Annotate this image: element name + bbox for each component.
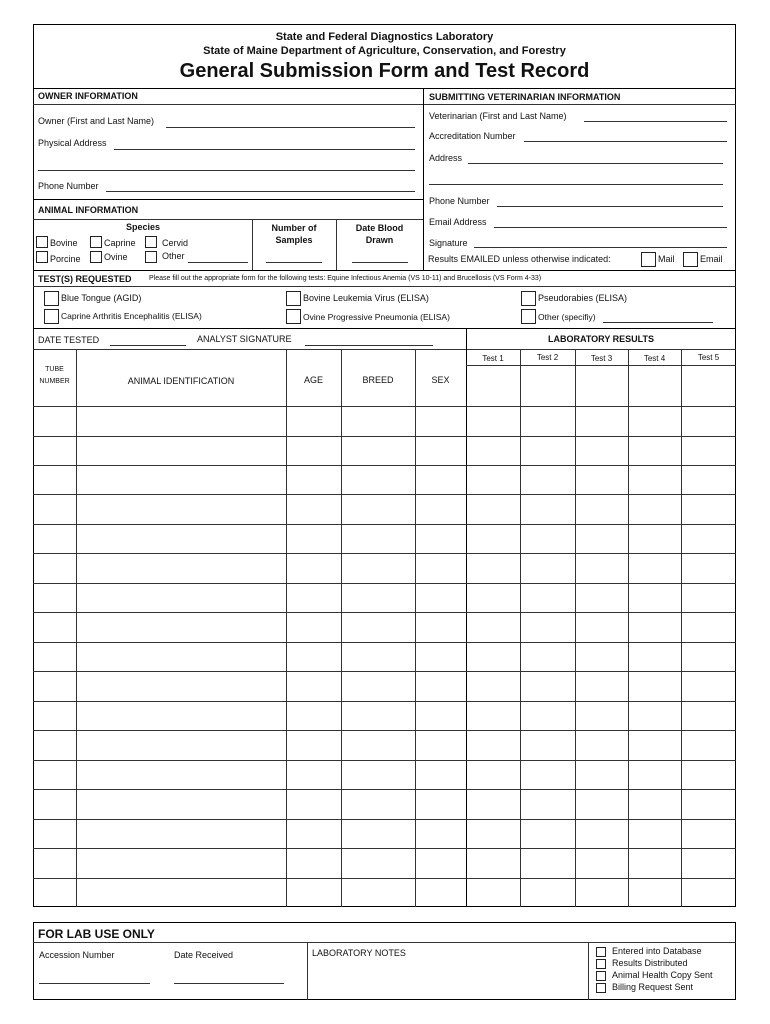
- vet-phone-label: Phone Number: [429, 196, 490, 206]
- divider: [33, 349, 736, 350]
- table-row[interactable]: [33, 583, 736, 584]
- table-row[interactable]: [33, 671, 736, 672]
- date-received-label: Date Received: [174, 950, 234, 960]
- signature-label: Signature: [429, 238, 468, 248]
- divider: [307, 942, 308, 1000]
- table-column-divider: [466, 328, 467, 907]
- porcine-checkbox[interactable]: [36, 251, 48, 263]
- tube-number-label-2: NUMBER: [39, 378, 70, 385]
- ovine-progressive-label: Ovine Progressive Pneumonia (ELISA): [303, 312, 450, 322]
- accession-field[interactable]: [39, 983, 150, 984]
- entered-database-checkbox[interactable]: [596, 947, 606, 957]
- department-name: State of Maine Department of Agriculture, Conservation, and Forestry: [203, 45, 566, 57]
- date-received-field[interactable]: [174, 983, 284, 984]
- caprine-checkbox[interactable]: [90, 236, 102, 248]
- vet-address-label: Address: [429, 153, 463, 163]
- tests-note: Please fill out the appropriate form for the following tests: Equine Infectious Anemia (VS 10-11) and Brucellosis (VS Form 4-33): [149, 275, 542, 282]
- divider: [33, 328, 736, 329]
- cervid-checkbox[interactable]: [145, 236, 157, 248]
- mail-checkbox[interactable]: [641, 252, 656, 267]
- owner-phone-field[interactable]: [106, 191, 415, 192]
- table-row[interactable]: [33, 701, 736, 702]
- porcine-label: Porcine: [50, 254, 81, 264]
- vet-phone-field[interactable]: [497, 206, 723, 207]
- accession-label: Accession Number: [39, 950, 115, 960]
- cervid-label: Cervid: [162, 238, 189, 248]
- animal-health-copy-checkbox[interactable]: [596, 971, 606, 981]
- caprine-label: Caprine: [104, 238, 136, 248]
- other-test-label: Other (specifiy): [538, 312, 596, 322]
- divider: [33, 219, 423, 220]
- other-test-field[interactable]: [603, 322, 713, 323]
- billing-request-checkbox[interactable]: [596, 983, 606, 993]
- email-option-label: Email: [700, 254, 723, 264]
- owner-address-label: Physical Address: [38, 138, 107, 148]
- vet-name-field[interactable]: [584, 121, 727, 122]
- billing-request-label: Billing Request Sent: [612, 982, 694, 992]
- test-4-label: Test 4: [643, 354, 666, 363]
- accreditation-field[interactable]: [524, 141, 727, 142]
- other-test-checkbox[interactable]: [521, 309, 536, 324]
- mail-label: Mail: [658, 254, 675, 264]
- bovine-label: Bovine: [50, 238, 78, 248]
- vet-address-field-2[interactable]: [429, 184, 723, 185]
- divider: [33, 286, 736, 287]
- test-3-label: Test 3: [590, 354, 613, 363]
- vet-email-field[interactable]: [494, 227, 727, 228]
- tube-number-label: TUBE: [45, 366, 64, 373]
- table-row[interactable]: [33, 789, 736, 790]
- pseudorabies-checkbox[interactable]: [521, 291, 536, 306]
- table-row[interactable]: [33, 819, 736, 820]
- divider: [307, 942, 736, 943]
- animal-health-copy-label: Animal Health Copy Sent: [612, 970, 713, 980]
- accreditation-label: Accreditation Number: [429, 131, 516, 141]
- table-column-divider: [76, 349, 77, 907]
- pseudorabies-label: Pseudorabies (ELISA): [538, 293, 628, 303]
- table-row[interactable]: [33, 553, 736, 554]
- analyst-signature-label: ANALYST SIGNATURE: [197, 334, 292, 344]
- signature-field[interactable]: [474, 247, 727, 248]
- lab-notes-label: LABORATORY NOTES: [312, 948, 406, 958]
- bovine-leukemia-checkbox[interactable]: [286, 291, 301, 306]
- table-column-divider: [341, 349, 342, 907]
- divider: [33, 199, 423, 200]
- caprine-arthritis-label: Caprine Arthritis Encephalitis (ELISA): [61, 311, 202, 321]
- num-samples-label: Number of: [271, 223, 317, 233]
- bovine-leukemia-label: Bovine Leukemia Virus (ELISA): [303, 293, 429, 303]
- num-samples-label-2: Samples: [275, 235, 313, 245]
- blue-tongue-checkbox[interactable]: [44, 291, 59, 306]
- table-row[interactable]: [33, 406, 736, 407]
- date-blood-field[interactable]: [352, 262, 408, 263]
- table-column-divider: [628, 349, 629, 907]
- lab-use-heading: FOR LAB USE ONLY: [38, 927, 155, 941]
- divider: [33, 270, 736, 271]
- ovine-checkbox[interactable]: [90, 251, 102, 263]
- caprine-arthritis-checkbox[interactable]: [44, 309, 59, 324]
- owner-name-field[interactable]: [166, 127, 415, 128]
- test-5-label: Test 5: [697, 353, 720, 362]
- lab-results-label: LABORATORY RESULTS: [547, 334, 654, 344]
- vet-email-label: Email Address: [429, 217, 487, 227]
- table-row[interactable]: [33, 524, 736, 525]
- divider: [33, 88, 736, 89]
- table-column-divider: [415, 349, 416, 907]
- date-blood-label-2: Drawn: [365, 235, 394, 245]
- lab-name: State and Federal Diagnostics Laboratory: [275, 31, 494, 43]
- owner-name-label: Owner (First and Last Name): [38, 116, 155, 126]
- owner-phone-label: Phone Number: [38, 181, 99, 191]
- table-row[interactable]: [33, 642, 736, 643]
- divider: [33, 942, 308, 943]
- vet-address-field[interactable]: [468, 163, 723, 164]
- other-species-checkbox[interactable]: [145, 251, 157, 263]
- other-species-label: Other: [162, 251, 185, 261]
- form-title: General Submission Form and Test Record: [179, 60, 590, 82]
- date-tested-label: DATE TESTED: [38, 335, 100, 345]
- owner-heading: OWNER INFORMATION: [38, 91, 138, 101]
- age-label: AGE: [303, 375, 323, 385]
- divider: [33, 104, 736, 105]
- table-column-divider: [286, 349, 287, 907]
- blue-tongue-label: Blue Tongue (AGID): [61, 293, 142, 303]
- sex-label: SEX: [431, 375, 450, 385]
- animal-heading: ANIMAL INFORMATION: [38, 205, 139, 215]
- entered-database-label: Entered into Database: [612, 946, 702, 956]
- results-emailed-label: Results EMAILED unless otherwise indicated:: [428, 254, 611, 264]
- table-column-divider: [575, 349, 576, 907]
- tests-heading: TEST(S) REQUESTED: [38, 274, 132, 284]
- table-row[interactable]: [33, 730, 736, 731]
- table-row[interactable]: [33, 760, 736, 761]
- test-1-label: Test 1: [482, 354, 504, 363]
- analyst-signature-field[interactable]: [305, 345, 433, 346]
- divider: [423, 88, 424, 270]
- results-distributed-label: Results Distributed: [612, 958, 688, 968]
- table-row[interactable]: [33, 612, 736, 613]
- table-header-divider: [466, 365, 736, 366]
- owner-address-field-2[interactable]: [38, 170, 415, 171]
- breed-label: BREED: [362, 375, 394, 385]
- results-distributed-checkbox[interactable]: [596, 959, 606, 969]
- species-label: Species: [125, 222, 161, 232]
- bovine-checkbox[interactable]: [36, 236, 48, 248]
- ovine-progressive-checkbox[interactable]: [286, 309, 301, 324]
- table-column-divider: [520, 349, 521, 907]
- table-row[interactable]: [33, 848, 736, 849]
- table-row[interactable]: [33, 494, 736, 495]
- table-row[interactable]: [33, 465, 736, 466]
- vet-name-label: Veterinarian (First and Last Name): [429, 111, 567, 121]
- table-row[interactable]: [33, 436, 736, 437]
- email-checkbox[interactable]: [683, 252, 698, 267]
- test-2-label: Test 2: [536, 353, 559, 362]
- table-row[interactable]: [33, 878, 736, 879]
- divider: [588, 942, 589, 1000]
- date-tested-field[interactable]: [110, 345, 186, 346]
- owner-address-field[interactable]: [114, 149, 415, 150]
- num-samples-field[interactable]: [266, 262, 322, 263]
- ovine-label: Ovine: [104, 252, 128, 262]
- table-column-divider: [681, 349, 682, 907]
- other-species-field[interactable]: [188, 262, 248, 263]
- vet-heading: SUBMITTING VETERINARIAN INFORMATION: [429, 92, 621, 102]
- date-blood-label: Date Blood: [355, 223, 404, 233]
- animal-id-label: ANIMAL IDENTIFICATION: [127, 376, 235, 386]
